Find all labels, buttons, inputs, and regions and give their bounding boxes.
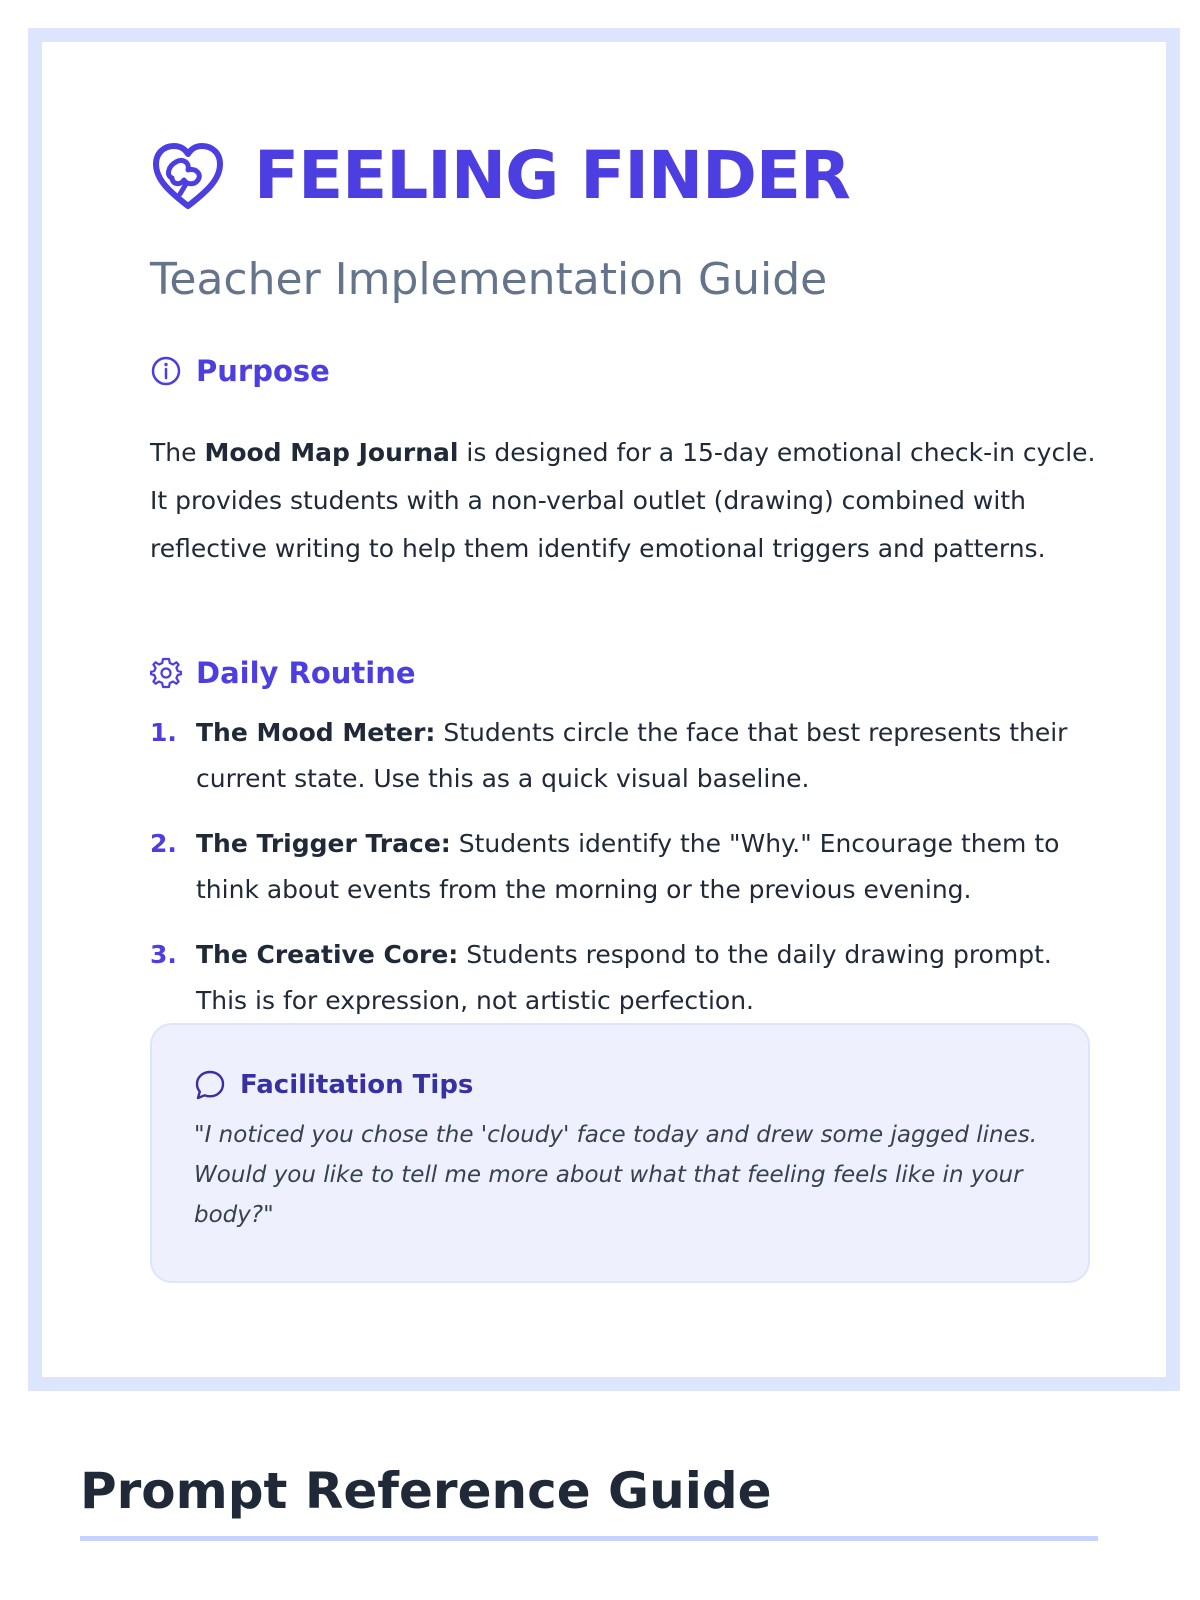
purpose-heading <box>150 354 330 388</box>
heading-divider <box>80 1536 1098 1541</box>
routine-heading <box>150 656 416 690</box>
heart-brain-icon <box>150 140 226 212</box>
purpose-text-lead: The <box>150 438 205 467</box>
routine-item-1 <box>150 710 1110 802</box>
brand-title: FEELING FINDER <box>254 137 850 214</box>
page-subtitle: Teacher Implementation Guide <box>150 254 828 305</box>
journal-name: Mood Map Journal <box>204 438 459 467</box>
routine-number: 2. <box>150 829 177 858</box>
routine-item-3 <box>150 932 1110 1024</box>
tips-heading-label: Facilitation Tips <box>240 1070 474 1100</box>
brand-header <box>150 136 850 216</box>
routine-title: The Trigger Trace: <box>196 829 451 858</box>
gear-icon <box>150 657 182 689</box>
routine-list <box>150 710 1110 1043</box>
routine-item-2 <box>150 821 1110 913</box>
purpose-heading-label: Purpose <box>196 354 330 388</box>
tips-quote: "I noticed you chose the 'cloudy' face today and drew some jagged lines. Would you like to tell me more about what that feeling feels like in your body?" <box>194 1122 1038 1228</box>
routine-number: 3. <box>150 940 177 969</box>
routine-title: The Mood Meter: <box>196 718 436 747</box>
routine-title: The Creative Core: <box>196 940 459 969</box>
routine-text: Students identify the "Why." Encourage them to think about events from the morning or the previous evening. <box>196 829 1060 904</box>
tips-heading <box>194 1069 1046 1101</box>
facilitation-tips-box <box>150 1023 1090 1283</box>
prompt-reference-heading: Prompt Reference Guide <box>80 1462 772 1520</box>
routine-text: Students circle the face that best represents their current state. Use this as a quick visual baseline. <box>196 718 1068 793</box>
routine-number: 1. <box>150 718 177 747</box>
guide-page <box>28 28 1180 1391</box>
purpose-text-body: is designed for a 15-day emotional check-in cycle. It provides students with a non-verbal outlet (drawing) combined with reflective writing to help them identify emotional triggers and patterns. <box>150 438 1096 563</box>
purpose-paragraph <box>150 429 1110 573</box>
routine-heading-label: Daily Routine <box>196 656 416 690</box>
routine-text: Students respond to the daily drawing prompt. This is for expression, not artistic perfection. <box>196 940 1052 1015</box>
info-circle-icon <box>150 355 182 387</box>
speech-bubble-icon <box>194 1069 226 1101</box>
